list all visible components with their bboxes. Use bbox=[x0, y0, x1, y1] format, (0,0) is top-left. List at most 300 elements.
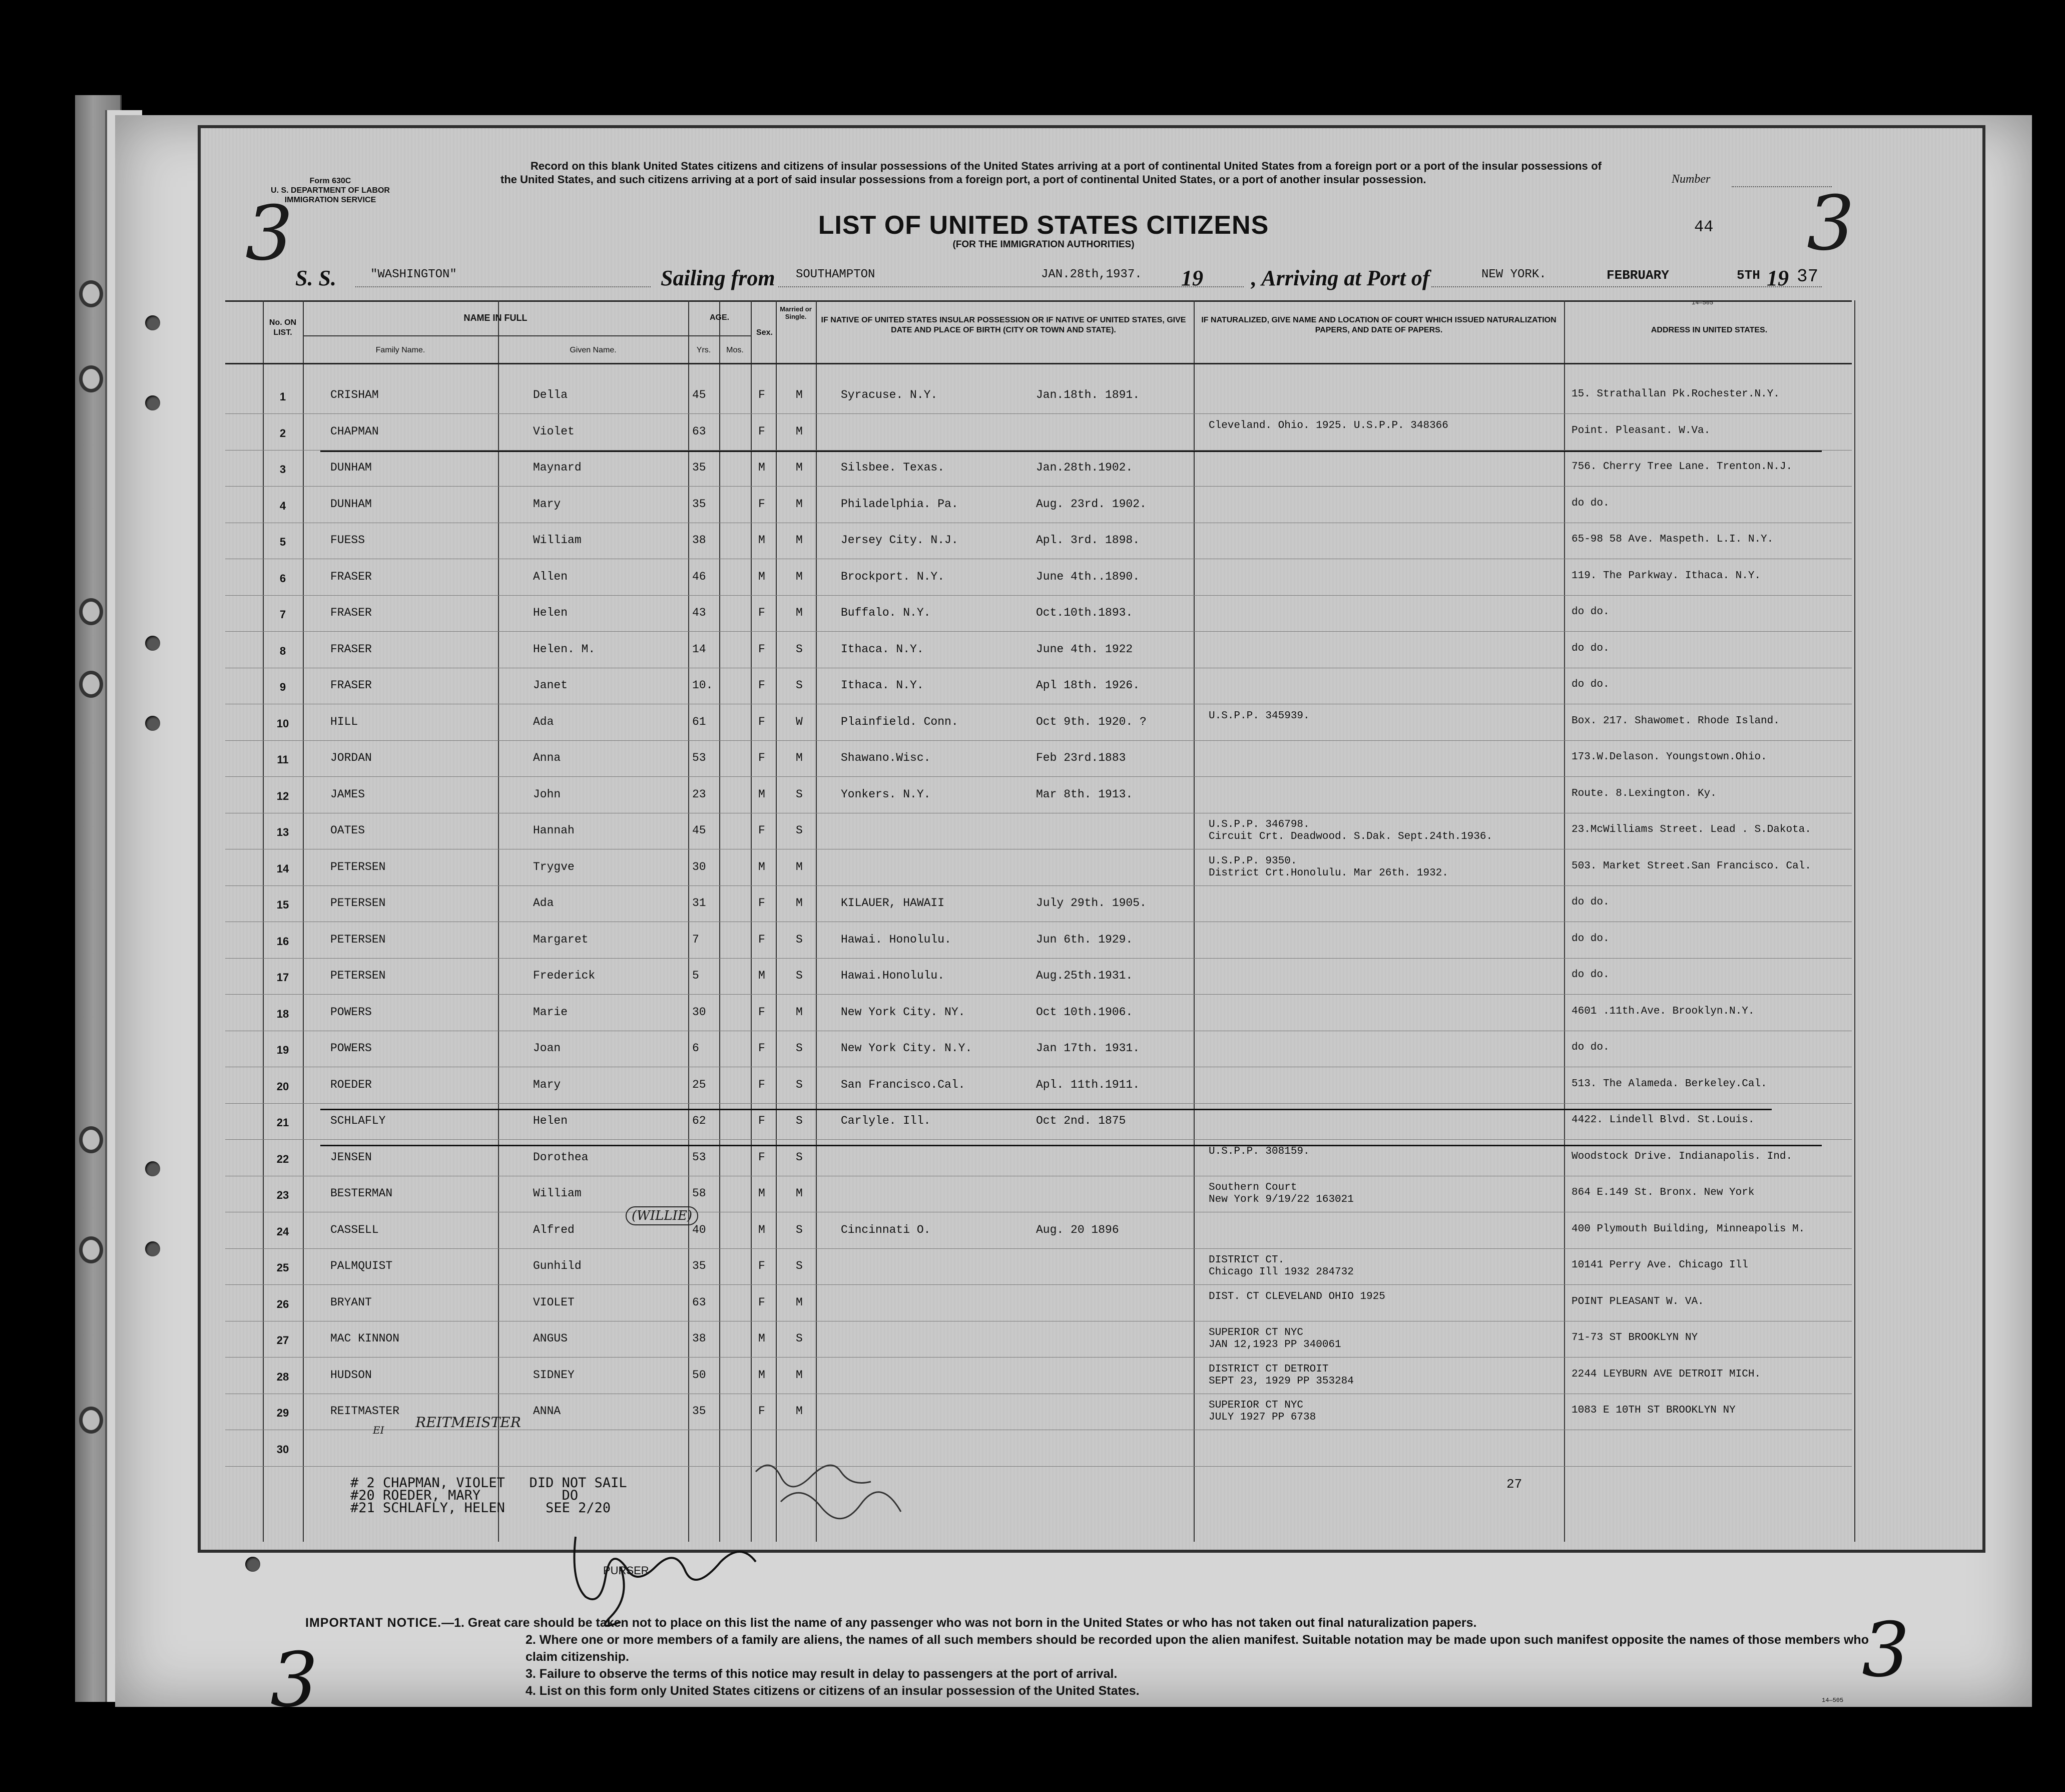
row-number: 9 bbox=[279, 681, 286, 693]
cell-addr: 2244 LEYBURN AVE DETROIT MICH. bbox=[1572, 1368, 1761, 1380]
row-rule bbox=[225, 994, 1852, 995]
cell-family: PETERSEN bbox=[330, 969, 386, 982]
cell-sex: M bbox=[758, 787, 765, 801]
cell-date: Aug. 23rd. 1902. bbox=[1036, 497, 1147, 511]
cell-yrs: 14 bbox=[692, 642, 706, 656]
cell-sex: M bbox=[758, 534, 765, 547]
cell-ms: M bbox=[796, 1187, 803, 1200]
cell-given: Mary bbox=[533, 1078, 561, 1091]
cell-sex: F bbox=[758, 1405, 765, 1418]
cell-family: MAC KINNON bbox=[330, 1332, 400, 1345]
cell-ms: S bbox=[796, 1150, 803, 1164]
cell-given: Anna bbox=[533, 751, 561, 764]
cell-given: William bbox=[533, 534, 582, 547]
row-number: 17 bbox=[276, 971, 289, 984]
footnotes bbox=[350, 1477, 627, 1514]
cell-sex: F bbox=[758, 1005, 765, 1019]
cell-addr: 23.McWilliams Street. Lead . S.Dakota. bbox=[1572, 824, 1811, 835]
cell-ms: W bbox=[796, 715, 803, 728]
cell-addr: do do. bbox=[1572, 642, 1610, 654]
notice-item-1: —1. Great care should be taken not to place on this list the name of any passenger who was not born in the United States or who has not taken out final naturalization papers. bbox=[441, 1616, 1477, 1630]
cell-place: Hawai.Honolulu. bbox=[841, 969, 945, 982]
cell-yrs: 10. bbox=[692, 679, 713, 692]
besterman-note: (WILLIE) bbox=[626, 1206, 698, 1225]
cell-yrs: 5 bbox=[692, 969, 699, 982]
cell-ms: S bbox=[796, 642, 803, 656]
cell-ms: S bbox=[796, 1259, 803, 1272]
cell-family: PALMQUIST bbox=[330, 1259, 393, 1272]
footnote-2: #20 ROEDER, MARY DO bbox=[350, 1488, 579, 1503]
cell-ms: S bbox=[796, 1223, 803, 1236]
cell-date: Jan.28th.1902. bbox=[1036, 461, 1133, 474]
cell-date: Apl. 11th.1911. bbox=[1036, 1078, 1140, 1091]
cell-family: POWERS bbox=[330, 1042, 372, 1055]
sailing-from-label: Sailing from bbox=[661, 266, 775, 290]
cell-place: Plainfield. Conn. bbox=[841, 715, 958, 728]
punch-hole bbox=[145, 1161, 160, 1176]
strike-row-2 bbox=[320, 451, 1822, 452]
cell-given: ANGUS bbox=[533, 1332, 568, 1345]
row-number: 18 bbox=[276, 1007, 289, 1020]
cell-family: JENSEN bbox=[330, 1150, 372, 1164]
cell-yrs: 7 bbox=[692, 933, 699, 946]
cell-given: William bbox=[533, 1187, 582, 1200]
binder-ring bbox=[79, 671, 103, 698]
header-bottom-rule bbox=[225, 363, 1852, 364]
punch-hole bbox=[145, 636, 160, 651]
ship-line bbox=[355, 286, 651, 287]
row-rule bbox=[225, 776, 1852, 777]
cell-place: New York City. N.Y. bbox=[841, 1042, 972, 1055]
arrival-port: NEW YORK. bbox=[1481, 268, 1546, 281]
row-number: 7 bbox=[279, 608, 286, 621]
punch-hole bbox=[145, 395, 160, 410]
cell-sex: M bbox=[758, 1187, 765, 1200]
cell-place: Silsbee. Texas. bbox=[841, 461, 945, 474]
cell-addr: Box. 217. Shawomet. Rhode Island. bbox=[1572, 715, 1780, 727]
page-mark-bottom-left: 3 bbox=[270, 1637, 318, 1724]
cell-addr: do do. bbox=[1572, 897, 1610, 908]
row-number: 25 bbox=[276, 1261, 289, 1274]
department-label: U. S. DEPARTMENT OF LABOR bbox=[271, 186, 390, 195]
cell-yrs: 23 bbox=[692, 787, 706, 801]
cell-sex: F bbox=[758, 606, 765, 619]
cell-yrs: 6 bbox=[692, 1042, 699, 1055]
cell-ms: S bbox=[796, 1078, 803, 1091]
cell-place: Carlyle. Ill. bbox=[841, 1114, 931, 1127]
cell-addr: Point. Pleasant. W.Va. bbox=[1572, 424, 1711, 436]
cell-place: New York City. NY. bbox=[841, 1005, 965, 1019]
cell-given: Mary bbox=[533, 497, 561, 511]
cell-addr: 513. The Alameda. Berkeley.Cal. bbox=[1572, 1078, 1767, 1090]
cell-place: KILAUER, HAWAII bbox=[841, 897, 945, 910]
col-header-naturalized: IF NATURALIZED, GIVE NAME AND LOCATION OF COURT WHICH ISSUED NATURALIZATION PAPERS, AND DATE OF PAPERS. bbox=[1201, 316, 1557, 334]
cell-nat: U.S.P.P. 345939. bbox=[1209, 710, 1310, 722]
cell-ms: M bbox=[796, 751, 803, 764]
purser-signature bbox=[561, 1527, 771, 1627]
row-number: 26 bbox=[276, 1297, 289, 1310]
cell-addr: do do. bbox=[1572, 969, 1610, 981]
cell-family: BRYANT bbox=[330, 1295, 372, 1309]
cell-given: Helen bbox=[533, 606, 568, 619]
cell-addr: 4601 .11th.Ave. Brooklyn.N.Y. bbox=[1572, 1005, 1755, 1017]
cell-sex: M bbox=[758, 1223, 765, 1236]
cell-addr: 173.W.Delason. Youngstown.Ohio. bbox=[1572, 751, 1767, 763]
cell-place: Hawai. Honolulu. bbox=[841, 933, 951, 946]
row-number: 27 bbox=[276, 1334, 289, 1347]
cell-given: John bbox=[533, 787, 561, 801]
cell-nat: Southern Court New York 9/19/22 163021 bbox=[1209, 1182, 1354, 1205]
col-header-given: Given Name. bbox=[570, 346, 617, 354]
cell-nat: U.S.P.P. 9350. District Crt.Honolulu. Mar 26th. 1932. bbox=[1209, 855, 1448, 879]
strike-row-20 bbox=[320, 1109, 1772, 1110]
arrival-month: FEBRUARY bbox=[1607, 268, 1669, 283]
arrival-line bbox=[1431, 286, 1822, 287]
cell-sex: F bbox=[758, 1295, 765, 1309]
cell-nat: SUPERIOR CT NYC JAN 12,1923 PP 340061 bbox=[1209, 1327, 1341, 1351]
row-rule bbox=[225, 1284, 1852, 1285]
row-number: 16 bbox=[276, 935, 289, 948]
row-number: 19 bbox=[276, 1044, 289, 1056]
punch-hole bbox=[245, 1557, 260, 1572]
cell-addr: 1083 E 10TH ST BROOKLYN NY bbox=[1572, 1405, 1736, 1416]
cell-family: PETERSEN bbox=[330, 933, 386, 946]
cell-addr: 71-73 ST BROOKLYN NY bbox=[1572, 1332, 1698, 1343]
cell-given: Gunhild bbox=[533, 1259, 582, 1272]
cell-date: Apl. 3rd. 1898. bbox=[1036, 534, 1140, 547]
cell-yrs: 35 bbox=[692, 1259, 706, 1272]
strike-row-21 bbox=[320, 1145, 1822, 1146]
notice-item-4: 4. List on this form only United States citizens or citizens of an insular possession of the United States. bbox=[526, 1684, 1140, 1698]
row-number: 20 bbox=[276, 1080, 289, 1093]
cell-yrs: 25 bbox=[692, 1078, 706, 1091]
cell-sex: F bbox=[758, 715, 765, 728]
row-rule bbox=[225, 1466, 1852, 1467]
binder-ring bbox=[79, 1407, 103, 1434]
cell-sex: M bbox=[758, 860, 765, 873]
cell-date: Jun 6th. 1929. bbox=[1036, 933, 1133, 946]
cell-addr: Route. 8.Lexington. Ky. bbox=[1572, 787, 1717, 799]
cell-yrs: 35 bbox=[692, 461, 706, 474]
list-number: 44 bbox=[1694, 218, 1714, 236]
cell-family: POWERS bbox=[330, 1005, 372, 1019]
row-number: 24 bbox=[276, 1225, 289, 1238]
cell-sex: F bbox=[758, 897, 765, 910]
cell-given: Della bbox=[533, 388, 568, 401]
cell-family: ROEDER bbox=[330, 1078, 372, 1091]
header-subdivider bbox=[303, 335, 751, 336]
binder-ring bbox=[79, 598, 103, 625]
cell-place: Buffalo. N.Y. bbox=[841, 606, 931, 619]
cell-ms: M bbox=[796, 424, 803, 438]
cell-ms: S bbox=[796, 679, 803, 692]
col-header-age: AGE. bbox=[709, 313, 730, 322]
footnote-3: #21 SCHLAFLY, HELEN SEE 2/20 bbox=[350, 1500, 611, 1516]
row-number: 3 bbox=[279, 463, 286, 476]
cell-family: FRASER bbox=[330, 570, 372, 583]
notice-item-2: 2. Where one or more members of a family are aliens, the names of all such members should be recorded upon the alien manifest. Suitable notation may be made upon such manifest opposite the names of those members who claim citizenship. bbox=[526, 1633, 1869, 1664]
cell-date: Aug.25th.1931. bbox=[1036, 969, 1133, 982]
cell-family: REITMASTER bbox=[330, 1405, 400, 1418]
reitmaster-note: REITMEISTER bbox=[415, 1414, 521, 1431]
binder-ring bbox=[79, 365, 103, 392]
cell-yrs: 40 bbox=[692, 1223, 706, 1236]
cell-sex: F bbox=[758, 751, 765, 764]
column-divider bbox=[1854, 300, 1855, 1542]
cell-ms: S bbox=[796, 969, 803, 982]
cell-given: ANNA bbox=[533, 1405, 561, 1418]
row-number: 15 bbox=[276, 899, 289, 911]
cell-addr: do do. bbox=[1572, 497, 1610, 509]
cell-ms: S bbox=[796, 1042, 803, 1055]
cell-ms: M bbox=[796, 897, 803, 910]
arrival-year: 37 bbox=[1797, 266, 1819, 287]
page-mark-bottom-right: 3 bbox=[1862, 1607, 1910, 1694]
cell-yrs: 63 bbox=[692, 1295, 706, 1309]
cell-sex: F bbox=[758, 679, 765, 692]
cell-sex: F bbox=[758, 824, 765, 837]
cell-nat: U.S.P.P. 308159. bbox=[1209, 1145, 1310, 1157]
form-code: 14—505 bbox=[1692, 299, 1714, 306]
cell-yrs: 53 bbox=[692, 751, 706, 764]
cell-given: SIDNEY bbox=[533, 1368, 575, 1382]
cell-date: Oct 10th.1906. bbox=[1036, 1005, 1133, 1019]
cell-family: OATES bbox=[330, 824, 365, 837]
cell-addr: do do. bbox=[1572, 933, 1610, 945]
cell-addr: 65-98 58 Ave. Maspeth. L.I. N.Y. bbox=[1572, 534, 1774, 545]
cell-yrs: 38 bbox=[692, 534, 706, 547]
cell-family: CRISHAM bbox=[330, 388, 379, 401]
col-header-marital: Married or Single. bbox=[780, 305, 812, 320]
footnote-1: # 2 CHAPMAN, VIOLET DID NOT SAIL bbox=[350, 1475, 627, 1491]
punch-hole bbox=[145, 315, 160, 330]
cell-sex: F bbox=[758, 933, 765, 946]
cell-date: Jan.18th. 1891. bbox=[1036, 388, 1140, 401]
row-rule bbox=[225, 885, 1852, 886]
cell-date: Aug. 20 1896 bbox=[1036, 1223, 1119, 1236]
cell-family: CASSELL bbox=[330, 1223, 379, 1236]
row-number: 22 bbox=[276, 1152, 289, 1165]
service-label: IMMIGRATION SERVICE bbox=[284, 196, 376, 204]
reitmaster-prefix: EI bbox=[373, 1424, 384, 1436]
cell-date: Oct 2nd. 1875 bbox=[1036, 1114, 1126, 1127]
row-rule bbox=[225, 958, 1852, 959]
page-mark-top-left: 3 bbox=[245, 190, 293, 277]
cell-yrs: 58 bbox=[692, 1187, 706, 1200]
cell-sex: F bbox=[758, 1150, 765, 1164]
cell-sex: M bbox=[758, 570, 765, 583]
notice-item-3: 3. Failure to observe the terms of this notice may result in delay to passengers at the port of arrival. bbox=[526, 1667, 1118, 1681]
arrival-year-prefix: 19 bbox=[1767, 266, 1789, 290]
row-number: 8 bbox=[279, 644, 286, 657]
cell-family: FRASER bbox=[330, 642, 372, 656]
cell-addr: 119. The Parkway. Ithaca. N.Y. bbox=[1572, 570, 1761, 582]
col-header-yrs: Yrs. bbox=[696, 346, 711, 354]
cell-yrs: 63 bbox=[692, 424, 706, 438]
row-number: 30 bbox=[276, 1443, 289, 1456]
cell-nat: SUPERIOR CT NYC JULY 1927 PP 6738 bbox=[1209, 1400, 1316, 1423]
cell-sex: F bbox=[758, 388, 765, 401]
cell-addr: 400 Plymouth Building, Minneapolis M. bbox=[1572, 1223, 1805, 1235]
cell-nat: U.S.P.P. 346798. Circuit Crt. Deadwood. S.Dak. Sept.24th.1936. bbox=[1209, 819, 1493, 842]
cell-date: Oct.10th.1893. bbox=[1036, 606, 1133, 619]
binder-ring bbox=[79, 1126, 103, 1153]
form-number: Form 630C bbox=[309, 177, 351, 185]
footer-code: 14—505 bbox=[1822, 1697, 1844, 1704]
cell-given: Violet bbox=[533, 424, 575, 438]
col-header-name: NAME IN FULL bbox=[463, 313, 528, 323]
cell-given: VIOLET bbox=[533, 1295, 575, 1309]
cell-ms: M bbox=[796, 388, 803, 401]
cell-sex: M bbox=[758, 461, 765, 474]
cell-yrs: 46 bbox=[692, 570, 706, 583]
ship-name: "WASHINGTON" bbox=[370, 268, 457, 281]
cell-family: FRASER bbox=[330, 679, 372, 692]
cell-given: Alfred bbox=[533, 1223, 575, 1236]
form-instructions: Record on this blank United States citizens and citizens of insular possessions of the United States arriving at a port of continental United States from a foreign port or a port of the insular possessions of the United States, and such citizens arriving at a port of said insular possessions from a foreign port, a port of continental United States, or a port of another insular possession. bbox=[500, 160, 1602, 186]
cell-yrs: 61 bbox=[692, 715, 706, 728]
cell-place: Cincinnati O. bbox=[841, 1223, 931, 1236]
cell-place: Jersey City. N.J. bbox=[841, 534, 958, 547]
cell-given: Trygve bbox=[533, 860, 575, 873]
cell-yrs: 50 bbox=[692, 1368, 706, 1382]
purser-label: PURSER bbox=[603, 1564, 649, 1577]
cell-ms: M bbox=[796, 534, 803, 547]
cell-sex: M bbox=[758, 1368, 765, 1382]
arrival-day: 5TH bbox=[1737, 268, 1760, 283]
row-number: 28 bbox=[276, 1370, 289, 1383]
cell-date: June 4th..1890. bbox=[1036, 570, 1140, 583]
cell-ms: S bbox=[796, 787, 803, 801]
cell-given: Frederick bbox=[533, 969, 596, 982]
page-title: LIST OF UNITED STATES CITIZENS bbox=[818, 211, 1269, 240]
cell-sex: F bbox=[758, 1042, 765, 1055]
cell-addr: 4422. Lindell Blvd. St.Louis. bbox=[1572, 1114, 1755, 1126]
cell-family: DUNHAM bbox=[330, 461, 372, 474]
cell-given: Hannah bbox=[533, 824, 575, 837]
cell-given: Dorothea bbox=[533, 1150, 589, 1164]
col-header-address: ADDRESS IN UNITED STATES. bbox=[1651, 326, 1768, 334]
page-mark-top-right: 3 bbox=[1807, 180, 1855, 267]
cell-place: Yonkers. N.Y. bbox=[841, 787, 931, 801]
cell-sex: F bbox=[758, 1078, 765, 1091]
row-rule bbox=[225, 740, 1852, 741]
cell-given: Janet bbox=[533, 679, 568, 692]
cell-family: CHAPMAN bbox=[330, 424, 379, 438]
cell-ms: M bbox=[796, 1368, 803, 1382]
cell-yrs: 45 bbox=[692, 824, 706, 837]
cell-family: PETERSEN bbox=[330, 897, 386, 910]
cell-place: Shawano.Wisc. bbox=[841, 751, 931, 764]
row-rule bbox=[225, 413, 1852, 414]
cell-family: HILL bbox=[330, 715, 358, 728]
cell-ms: M bbox=[796, 461, 803, 474]
cell-ms: M bbox=[796, 1005, 803, 1019]
cell-place: Syracuse. N.Y. bbox=[841, 388, 938, 401]
cell-sex: F bbox=[758, 424, 765, 438]
row-number: 4 bbox=[279, 499, 286, 512]
number-label: Number bbox=[1672, 173, 1711, 186]
cell-ms: M bbox=[796, 1405, 803, 1418]
cell-family: JORDAN bbox=[330, 751, 372, 764]
cell-ms: S bbox=[796, 1332, 803, 1345]
row-number: 21 bbox=[276, 1116, 289, 1129]
cell-sex: F bbox=[758, 497, 765, 511]
cell-date: July 29th. 1905. bbox=[1036, 897, 1147, 910]
cell-sex: F bbox=[758, 1114, 765, 1127]
cell-ms: M bbox=[796, 570, 803, 583]
cell-addr: POINT PLEASANT W. VA. bbox=[1572, 1295, 1704, 1307]
cell-yrs: 30 bbox=[692, 1005, 706, 1019]
cell-date: Apl 18th. 1926. bbox=[1036, 679, 1140, 692]
col-header-mos: Mos. bbox=[726, 346, 744, 354]
cell-addr: 756. Cherry Tree Lane. Trenton.N.J. bbox=[1572, 461, 1793, 473]
row-number: 6 bbox=[279, 572, 286, 585]
row-rule bbox=[225, 1357, 1852, 1358]
row-rule bbox=[225, 1248, 1852, 1249]
cell-addr: do do. bbox=[1572, 679, 1610, 690]
cell-ms: S bbox=[796, 933, 803, 946]
cell-ms: S bbox=[796, 824, 803, 837]
binder-ring bbox=[79, 280, 103, 307]
cell-given: Ada bbox=[533, 897, 554, 910]
cell-family: SCHLAFLY bbox=[330, 1114, 386, 1127]
ss-label: S. S. bbox=[295, 266, 336, 290]
cell-yrs: 35 bbox=[692, 497, 706, 511]
cell-addr: 503. Market Street.San Francisco. Cal. bbox=[1572, 860, 1811, 872]
cell-yrs: 38 bbox=[692, 1332, 706, 1345]
cell-yrs: 35 bbox=[692, 1405, 706, 1418]
row-number: 11 bbox=[277, 753, 289, 766]
cell-given: Helen bbox=[533, 1114, 568, 1127]
cell-place: Ithaca. N.Y. bbox=[841, 679, 924, 692]
cell-given: Allen bbox=[533, 570, 568, 583]
cell-addr: Woodstock Drive. Indianapolis. Ind. bbox=[1572, 1150, 1793, 1162]
col-header-no: No. ON LIST. bbox=[269, 318, 297, 337]
cell-place: Ithaca. N.Y. bbox=[841, 642, 924, 656]
row-rule bbox=[225, 1103, 1852, 1104]
cell-addr: 864 E.149 St. Bronx. New York bbox=[1572, 1187, 1755, 1198]
important-notice bbox=[305, 1614, 1882, 1699]
cell-place: Brockport. N.Y. bbox=[841, 570, 945, 583]
row-number: 29 bbox=[276, 1407, 289, 1419]
cell-addr: do do. bbox=[1572, 1042, 1610, 1053]
cell-family: JAMES bbox=[330, 787, 365, 801]
row-number: 12 bbox=[276, 789, 289, 802]
cell-place: San Francisco.Cal. bbox=[841, 1078, 965, 1091]
cell-family: HUDSON bbox=[330, 1368, 372, 1382]
cell-family: PETERSEN bbox=[330, 860, 386, 873]
cell-nat: DISTRICT CT DETROIT SEPT 23, 1929 PP 353284 bbox=[1209, 1363, 1354, 1387]
cell-yrs: 30 bbox=[692, 860, 706, 873]
cell-date: Oct 9th. 1920. ? bbox=[1036, 715, 1147, 728]
arriving-label: , Arriving at Port of bbox=[1251, 266, 1430, 290]
cell-given: Maynard bbox=[533, 461, 582, 474]
punch-hole bbox=[145, 1241, 160, 1256]
row-number: 1 bbox=[279, 390, 286, 403]
row-rule bbox=[225, 631, 1852, 632]
cell-ms: M bbox=[796, 860, 803, 873]
sailing-line bbox=[778, 286, 1244, 287]
cell-given: Margaret bbox=[533, 933, 589, 946]
cell-family: BESTERMAN bbox=[330, 1187, 393, 1200]
cell-nat: DIST. CT CLEVELAND OHIO 1925 bbox=[1209, 1290, 1385, 1302]
sailing-from-port: SOUTHAMPTON bbox=[796, 268, 875, 281]
cell-addr: 10141 Perry Ave. Chicago Ill bbox=[1572, 1259, 1748, 1271]
cell-family: FUESS bbox=[330, 534, 365, 547]
page-subtitle: (FOR THE IMMIGRATION AUTHORITIES) bbox=[952, 239, 1135, 250]
year-prefix: 19 bbox=[1181, 266, 1203, 290]
